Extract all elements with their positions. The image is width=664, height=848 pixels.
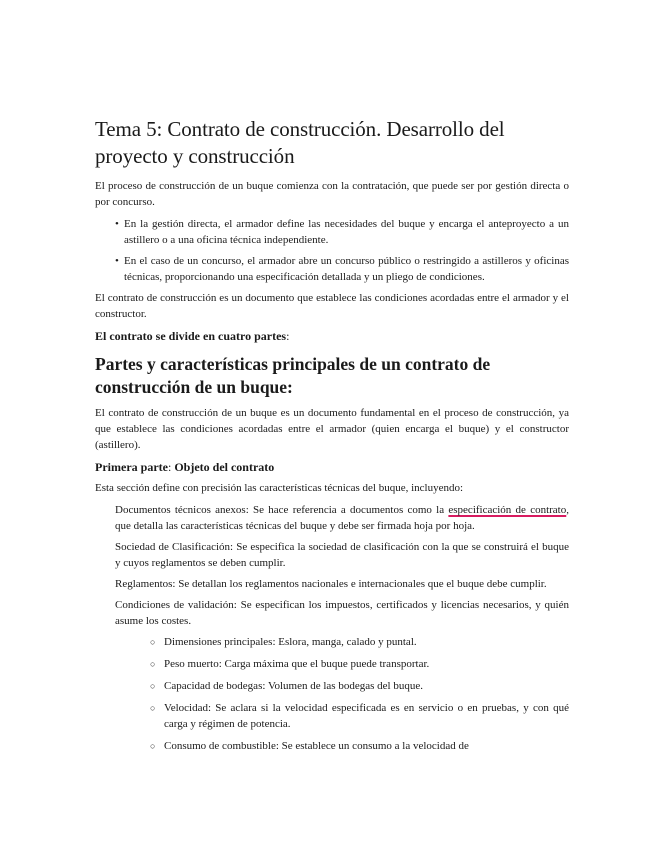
list-item-text: En la gestión directa, el armador define las necesidades del buque y encarga el anteproyecto a un astillero o a una oficina técnica independiente. — [124, 218, 569, 246]
item-documents-pre: Documentos técnicos anexos: Se hace referencia a documentos como la — [115, 504, 449, 516]
sub-item-list — [95, 634, 569, 754]
section-heading: Partes y características principales de un contrato de construcción de un buque: — [95, 354, 491, 397]
bullet-icon: • — [115, 255, 119, 267]
item-documents-post: , que detalla las características técnicas del buque y debe ser firmada hoja por hoja. — [115, 504, 569, 532]
circle-bullet-icon: ○ — [150, 637, 156, 647]
part1-name: Objeto del contrato — [174, 460, 275, 474]
item-sociedad: Sociedad de Clasificación: Se especifica la sociedad de clasificación con la que se construirá el buque y cuyos reglamentos se deben cumplir. — [115, 541, 569, 569]
section-paragraph: El contrato de construcción de un buque es un documento fundamental en el proceso de construcción, ya que establece las condiciones acordadas entre el armador (quien encarga el buque) y el constructor (astillero). — [95, 407, 569, 451]
list-item — [115, 253, 569, 285]
list-item — [150, 700, 569, 732]
part1-label: Primera parte — [95, 460, 168, 474]
contract-parts-bold: El contrato se divide en cuatro partes — [95, 329, 287, 343]
list-item — [115, 216, 569, 248]
list-item-text: En el caso de un concurso, el armador abre un concurso público o restringido a astilleros y oficinas técnicas, proporcionando una especificación detallada y un pliego de condiciones. — [124, 255, 569, 283]
list-item-text: Capacidad de bodegas: Volumen de las bodegas del buque. — [164, 680, 423, 692]
bullet-icon: • — [115, 218, 119, 230]
circle-bullet-icon: ○ — [150, 659, 156, 669]
list-item-text: Velocidad: Se aclara si la velocidad especificada es en servicio o en pruebas, y con qué carga y régimen de potencia. — [164, 702, 569, 730]
part1-items — [95, 502, 569, 629]
list-item-text: Peso muerto: Carga máxima que el buque puede transportar. — [164, 658, 430, 670]
list-item — [150, 656, 569, 672]
item-condiciones: Condiciones de validación: Se especifican los impuestos, certificados y licencias necesarios, y quién asume los costes. — [115, 599, 569, 627]
list-item — [150, 678, 569, 694]
list-item — [150, 738, 569, 754]
circle-bullet-icon: ○ — [150, 741, 156, 751]
list-item-text: Consumo de combustible: Se establece un consumo a la velocidad de — [164, 740, 469, 752]
item-documents — [115, 502, 569, 534]
contract-parts-colon: : — [286, 329, 290, 343]
intro-paragraph: El proceso de construcción de un buque comienza con la contratación, que puede ser por gestión directa o por concurso. — [95, 180, 569, 208]
part1-separator: : — [167, 460, 175, 474]
circle-bullet-icon: ○ — [150, 681, 156, 691]
intro-bullet-list — [95, 216, 569, 285]
part1-intro: Esta sección define con precisión las características técnicas del buque, incluyendo: — [95, 482, 464, 494]
list-item — [150, 634, 569, 650]
item-reglamentos: Reglamentos: Se detallan los reglamentos nacionales e internacionales que el buque debe cumplir. — [115, 578, 547, 590]
part1-heading — [95, 459, 569, 476]
contract-parts-line — [95, 328, 569, 345]
circle-bullet-icon: ○ — [150, 703, 156, 713]
contract-definition: El contrato de construcción es un documento que establece las condiciones acordadas entre el armador y el constructor. — [95, 292, 569, 320]
list-item-text: Dimensiones principales: Eslora, manga, calado y puntal. — [164, 636, 417, 648]
page-title: Tema 5: Contrato de construcción. Desarrollo del proyecto y construcción — [95, 117, 505, 168]
contract-spec-link[interactable]: especificación de contrato — [448, 504, 567, 516]
